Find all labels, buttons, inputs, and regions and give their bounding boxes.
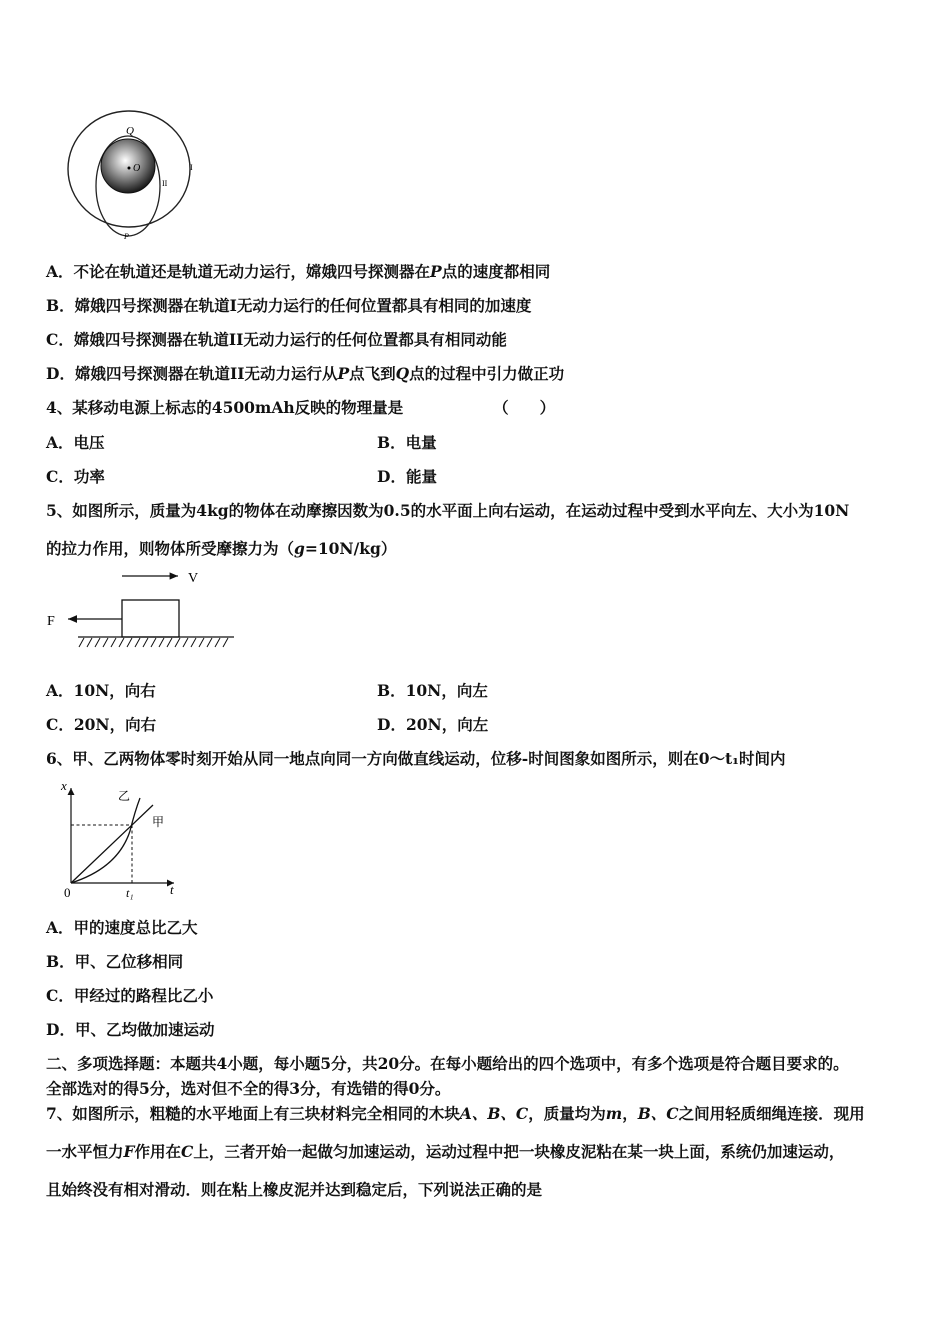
xt-graph <box>56 776 186 904</box>
q7-stem-line2: 一水平恒力F作用在C上，三者开始一起做匀加速运动，运动过程中把一块橡皮泥粘在某一块上面，系统仍加速运动， <box>46 1142 845 1161</box>
q6-option-c: C．甲经过的路程比乙小 <box>46 986 214 1005</box>
q5-option-b: B．10N，向左 <box>377 681 488 700</box>
label-orbit-1: I <box>190 163 193 172</box>
q4-stem: 4、某移动电源上标志的4500mAh反映的物理量是 （ ） <box>46 398 556 417</box>
q6-stem: 6、甲、乙两物体零时刻开始从同一地点向同一方向做直线运动，位移-时间图象如图所示，则在0～t₁时间内 <box>46 749 786 768</box>
q4-option-c: C．功率 <box>46 467 105 486</box>
q5-stem-line2: 的拉力作用，则物体所受摩擦力为（g=10N/kg） <box>46 539 397 558</box>
label-orbit-2: II <box>162 179 168 188</box>
section2-heading-line1: 二、多项选择题：本题共4小题，每小题5分，共20分。在每小题给出的四个选项中，有多个选项是符合题目要求的。 <box>46 1054 849 1073</box>
q3-option-d: D．嫦娥四号探测器在轨道II无动力运行从P点飞到Q点的过程中引力做正功 <box>46 364 565 383</box>
block <box>122 600 179 637</box>
section2-heading-line2: 全部选对的得5分，选对但不全的得3分，有选错的得0分。 <box>46 1079 451 1098</box>
q3-option-b: B．嫦娥四号探测器在轨道I无动力运行的任何位置都具有相同的加速度 <box>46 296 532 315</box>
q4-option-d: D．能量 <box>377 467 437 486</box>
label-p: P <box>124 232 129 240</box>
q6-option-a: A．甲的速度总比乙大 <box>46 918 198 937</box>
q5-option-c: C．20N，向右 <box>46 715 157 734</box>
block-figure <box>44 566 240 652</box>
moon <box>101 139 155 193</box>
q5-option-a: A．10N，向右 <box>46 681 156 700</box>
axis-label-t: t <box>170 882 174 897</box>
label-yi: 乙 <box>118 789 131 803</box>
ground-hatch <box>79 638 228 647</box>
origin-label: 0 <box>64 885 71 900</box>
t1-label: t₁ <box>126 886 134 900</box>
force-label: F <box>47 614 55 629</box>
axis-label-x: x <box>61 778 67 793</box>
q4-option-b: B．电量 <box>377 433 437 452</box>
label-jia: 甲 <box>152 815 165 829</box>
line-jia <box>71 805 153 883</box>
velocity-label: V <box>188 571 199 586</box>
orbit-figure <box>62 108 202 240</box>
q6-option-b: B．甲、乙位移相同 <box>46 952 184 971</box>
label-o: O <box>133 163 141 174</box>
q6-option-d: D．甲、乙均做加速运动 <box>46 1020 215 1039</box>
curve-yi <box>71 798 140 883</box>
q3-option-c: C．嫦娥四号探测器在轨道II无动力运行的任何位置都具有相同动能 <box>46 330 507 349</box>
q5-stem-line1: 5、如图所示，质量为4kg的物体在动摩擦因数为0.5的水平面上向右运动，在运动过程中受到水平向左、大小为10N <box>46 501 850 520</box>
q7-stem-line3: 且始终没有相对滑动．则在粘上橡皮泥并达到稳定后，下列说法正确的是 <box>46 1180 543 1199</box>
label-q: Q <box>126 125 134 137</box>
q5-option-d: D．20N，向左 <box>377 715 489 734</box>
q4-bracket: （ ） <box>493 398 556 417</box>
q3-option-a: A．不论在轨道还是轨道无动力运行，嫦娥四号探测器在P点的速度都相同 <box>46 262 551 281</box>
q4-option-a: A．电压 <box>46 433 105 452</box>
q7-stem-line1: 7、如图所示，粗糙的水平地面上有三块材料完全相同的木块A、B、C，质量均为m，B、C之间用轻质细绳连接．现用 <box>46 1104 865 1123</box>
